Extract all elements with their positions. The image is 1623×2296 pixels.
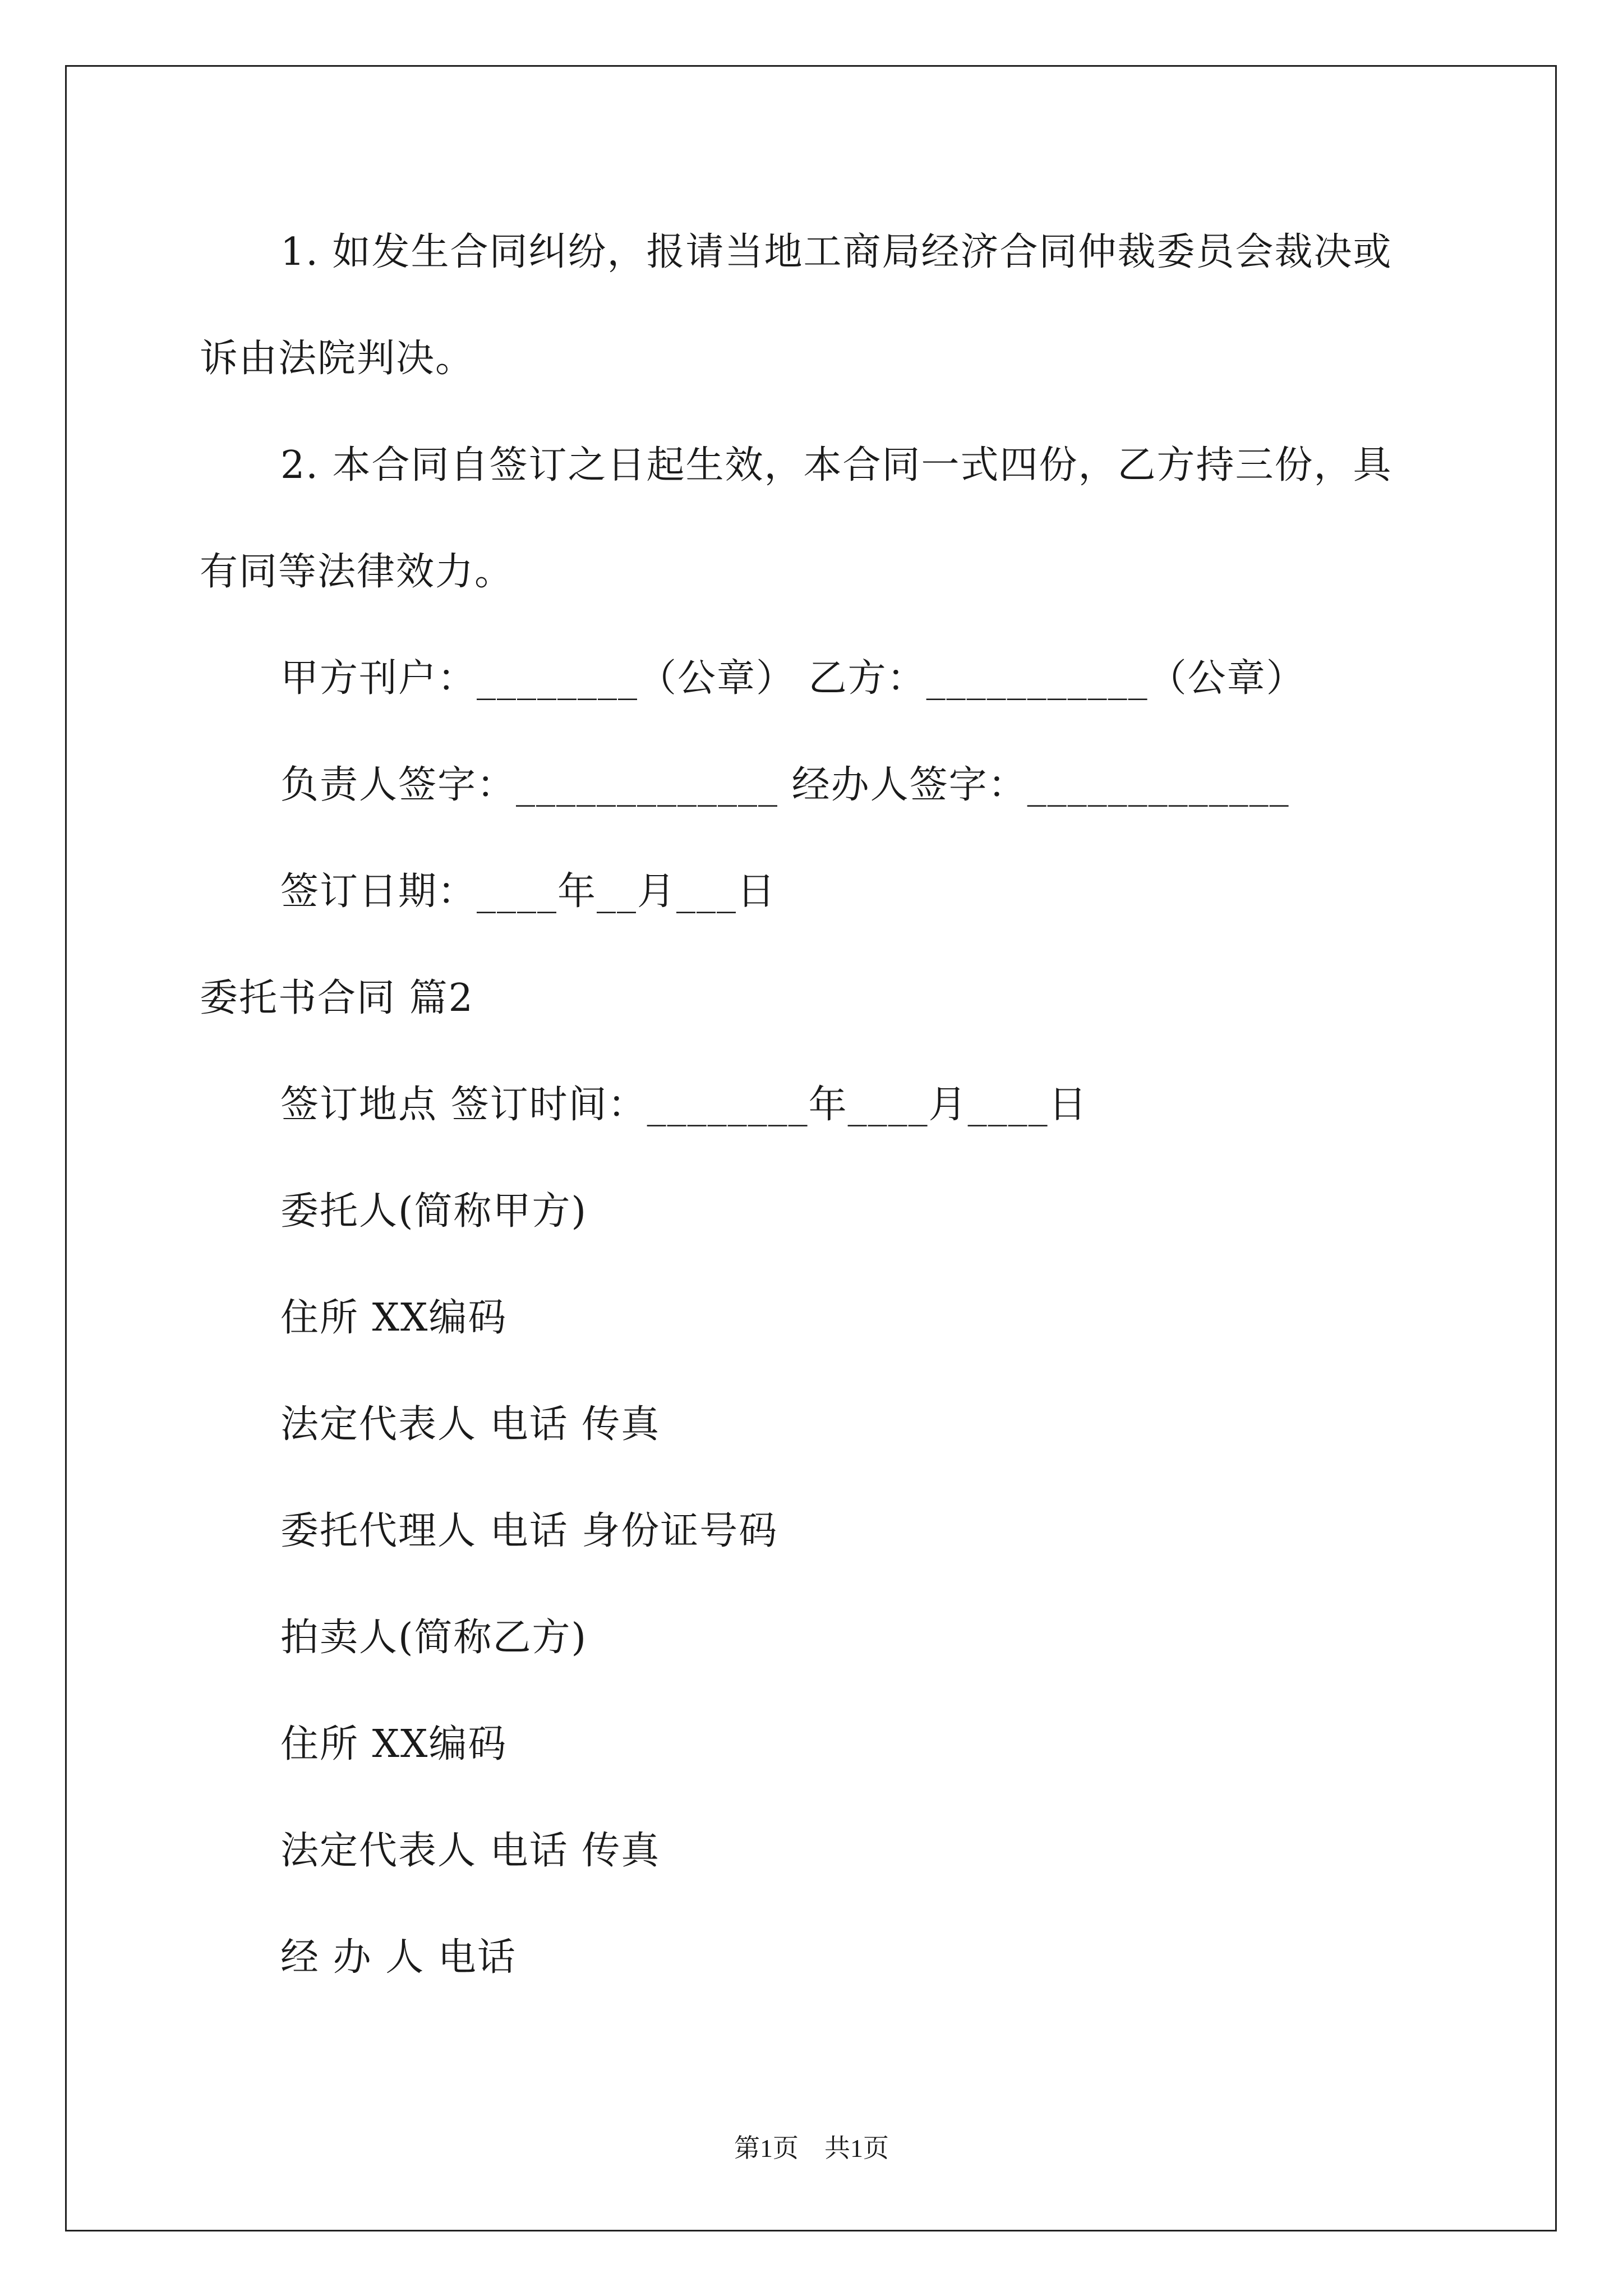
auctioneer-address-line: 住所 XX编码 xyxy=(280,1722,508,1766)
paragraph-2-line-2: 有同等法律效力。 xyxy=(200,550,514,594)
paragraph-1-line-1: 1. 如发生合同纠纷，报请当地工商局经济合同仲裁委员会裁决或 xyxy=(280,230,1393,274)
signature-date-line: 签订日期：____年__月___日 xyxy=(280,869,777,914)
sign-place-time: 签订地点 签订时间：________年____月____日 xyxy=(280,1083,1088,1127)
auctioneer-line: 拍卖人(简称乙方) xyxy=(280,1616,588,1660)
client-address-line: 住所 XX编码 xyxy=(280,1296,508,1340)
signature-responsible-line: 负责人签字：_____________ 经办人签字：_____________ xyxy=(280,763,1290,807)
page-border xyxy=(65,65,1557,2231)
section-heading: 委托书合同 篇2 xyxy=(200,976,474,1020)
handler-line: 经 办 人 电话 xyxy=(280,1935,517,1980)
auctioneer-legal-rep-line: 法定代表人 电话 传真 xyxy=(280,1829,661,1873)
signature-party-a-line: 甲方刊户：________（公章） 乙方：___________（公章） xyxy=(280,656,1306,701)
paragraph-1-line-2: 诉由法院判决。 xyxy=(200,337,475,381)
client-legal-rep-line: 法定代表人 电话 传真 xyxy=(280,1402,661,1447)
client-agent-line: 委托代理人 电话 身份证号码 xyxy=(280,1509,778,1553)
client-line: 委托人(简称甲方) xyxy=(280,1189,588,1234)
paragraph-2-line-1: 2. 本合同自签订之日起生效，本合同一式四份，乙方持三份，具 xyxy=(280,443,1393,487)
page-footer: 第1页 共1页 xyxy=(734,2134,889,2162)
